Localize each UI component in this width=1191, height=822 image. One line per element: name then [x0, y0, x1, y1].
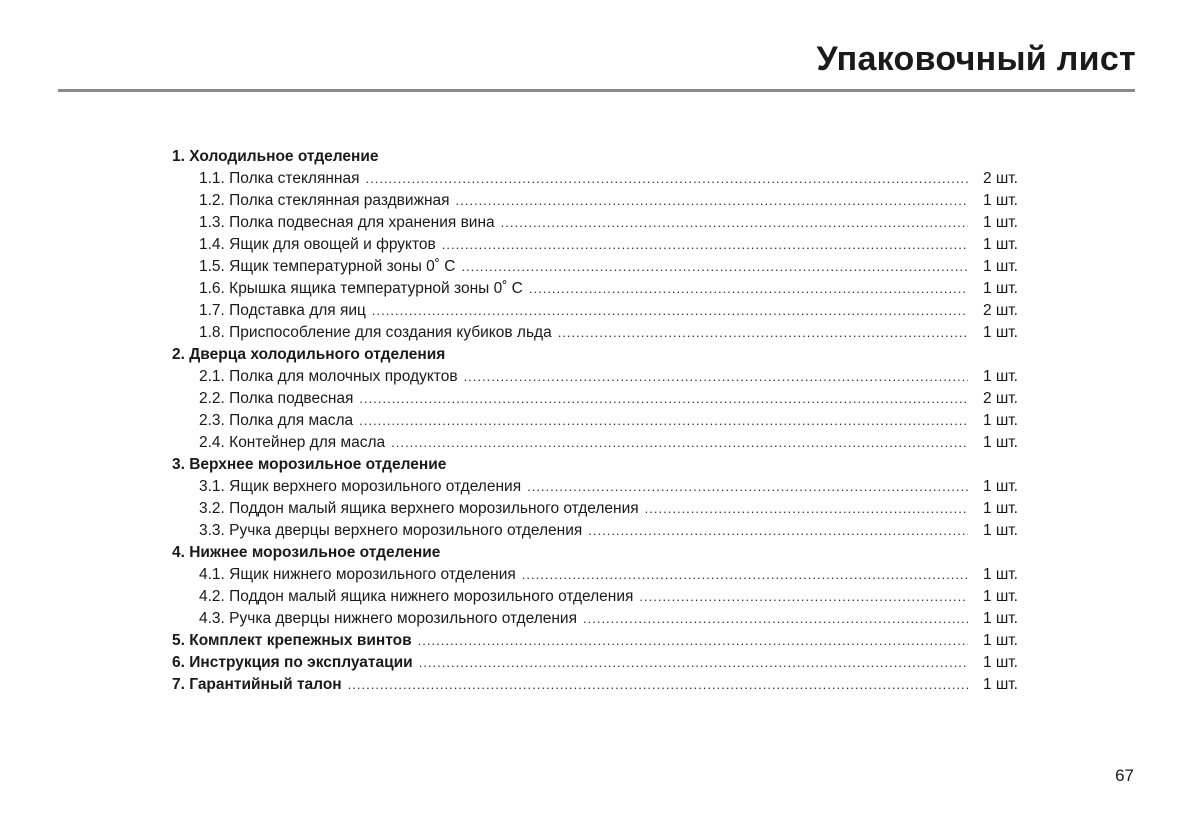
row-label: 1.1. Полка стеклянная: [199, 170, 360, 187]
section-row: [172, 630, 1018, 652]
dot-leader: [359, 388, 968, 410]
dot-leader: [372, 300, 968, 322]
packing-list: [172, 146, 1018, 696]
row-label: 5. Комплект крепежных винтов: [172, 632, 412, 649]
section-row: [172, 674, 1018, 696]
item-row: [172, 278, 1018, 300]
row-quantity: 1 шт.: [982, 434, 1018, 451]
item-row: [172, 498, 1018, 520]
dot-leader: [359, 410, 968, 432]
row-label: 3. Верхнее морозильное отделение: [172, 456, 447, 473]
row-quantity: 1 шт.: [982, 214, 1018, 231]
dot-leader: [418, 630, 968, 652]
row-quantity: 1 шт.: [982, 676, 1018, 693]
row-label: 3.2. Поддон малый ящика верхнего морозильного отделения: [199, 500, 639, 517]
row-quantity: 1 шт.: [982, 368, 1018, 385]
dot-leader: [442, 234, 968, 256]
row-label: 4.3. Ручка дверцы нижнего морозильного отделения: [199, 610, 577, 627]
section-row: [172, 344, 1018, 366]
dot-leader: [527, 476, 968, 498]
row-label: 7. Гарантийный талон: [172, 676, 342, 693]
dot-leader: [348, 674, 968, 696]
row-quantity: 1 шт.: [982, 632, 1018, 649]
dot-leader: [558, 322, 968, 344]
dot-leader: [464, 366, 968, 388]
section-row: [172, 652, 1018, 674]
item-row: [172, 586, 1018, 608]
item-row: [172, 300, 1018, 322]
dot-leader: [391, 432, 968, 454]
item-row: [172, 212, 1018, 234]
item-row: [172, 256, 1018, 278]
section-row: [172, 542, 1018, 564]
row-label: 6. Инструкция по эксплуатации: [172, 654, 413, 671]
row-label: 2.4. Контейнер для масла: [199, 434, 386, 451]
row-quantity: 2 шт.: [982, 170, 1018, 187]
title-divider: [58, 89, 1135, 92]
dot-leader: [529, 278, 968, 300]
dot-leader: [419, 652, 968, 674]
row-quantity: 1 шт.: [982, 522, 1018, 539]
row-label: 2. Дверца холодильного отделения: [172, 346, 446, 363]
row-label: 1.4. Ящик для овощей и фруктов: [199, 236, 436, 253]
dot-leader: [645, 498, 968, 520]
row-quantity: 1 шт.: [982, 280, 1018, 297]
row-quantity: 1 шт.: [982, 610, 1018, 627]
item-row: [172, 234, 1018, 256]
row-label: 2.1. Полка для молочных продуктов: [199, 368, 458, 385]
page-title: Упаковочный лист: [816, 40, 1136, 78]
row-label: 4.1. Ящик нижнего морозильного отделения: [199, 566, 516, 583]
row-label: 1.5. Ящик температурной зоны 0˚ С: [199, 258, 456, 275]
item-row: [172, 432, 1018, 454]
row-label: 1.3. Полка подвесная для хранения вина: [199, 214, 495, 231]
item-row: [172, 168, 1018, 190]
item-row: [172, 476, 1018, 498]
dot-leader: [588, 520, 968, 542]
row-label: 1.8. Приспособление для создания кубиков льда: [199, 324, 552, 341]
item-row: [172, 322, 1018, 344]
dot-leader: [456, 190, 968, 212]
dot-leader: [522, 564, 968, 586]
item-row: [172, 520, 1018, 542]
row-label: 1.6. Крышка ящика температурной зоны 0˚ С: [199, 280, 523, 297]
row-quantity: 2 шт.: [982, 302, 1018, 319]
dot-leader: [501, 212, 968, 234]
row-label: 1. Холодильное отделение: [172, 148, 379, 165]
row-quantity: 1 шт.: [982, 236, 1018, 253]
row-quantity: 1 шт.: [982, 412, 1018, 429]
row-quantity: 1 шт.: [982, 588, 1018, 605]
row-label: 2.3. Полка для масла: [199, 412, 354, 429]
row-label: 4.2. Поддон малый ящика нижнего морозильного отделения: [199, 588, 634, 605]
row-quantity: 1 шт.: [982, 478, 1018, 495]
item-row: [172, 608, 1018, 630]
section-row: [172, 454, 1018, 476]
dot-leader: [461, 256, 968, 278]
item-row: [172, 366, 1018, 388]
dot-leader: [639, 586, 968, 608]
row-quantity: 1 шт.: [982, 654, 1018, 671]
page-number: 67: [1115, 766, 1134, 785]
row-quantity: 1 шт.: [982, 566, 1018, 583]
section-row: [172, 146, 1018, 168]
item-row: [172, 190, 1018, 212]
row-quantity: 1 шт.: [982, 324, 1018, 341]
item-row: [172, 564, 1018, 586]
row-label: 3.1. Ящик верхнего морозильного отделения: [199, 478, 522, 495]
row-label: 1.2. Полка стеклянная раздвижная: [199, 192, 450, 209]
dot-leader: [583, 608, 968, 630]
row-quantity: 1 шт.: [982, 258, 1018, 275]
row-label: 2.2. Полка подвесная: [199, 390, 354, 407]
item-row: [172, 410, 1018, 432]
row-label: 1.7. Подставка для яиц: [199, 302, 366, 319]
row-quantity: 1 шт.: [982, 500, 1018, 517]
row-label: 3.3. Ручка дверцы верхнего морозильного отделения: [199, 522, 583, 539]
item-row: [172, 388, 1018, 410]
row-quantity: 2 шт.: [982, 390, 1018, 407]
row-label: 4. Нижнее морозильное отделение: [172, 544, 441, 561]
row-quantity: 1 шт.: [982, 192, 1018, 209]
dot-leader: [366, 168, 969, 190]
